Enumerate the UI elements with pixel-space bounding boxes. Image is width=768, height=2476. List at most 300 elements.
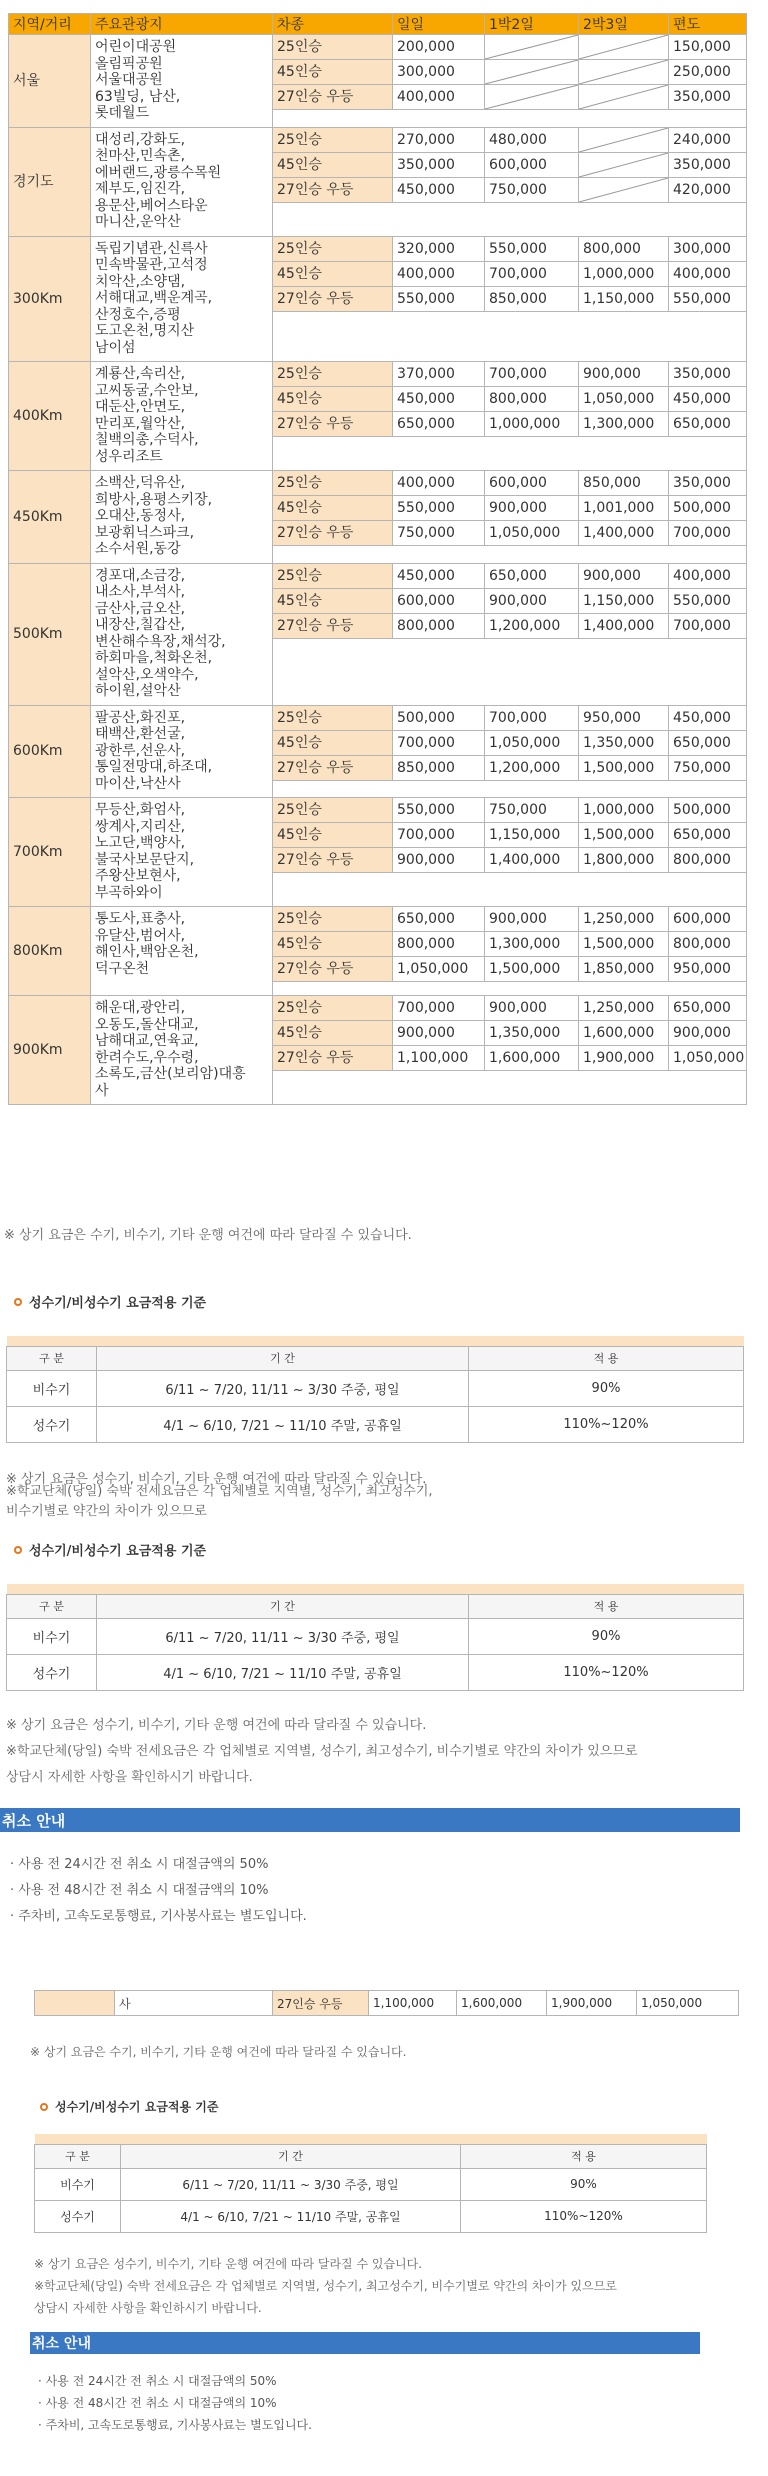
- season-topbar: [7, 1584, 744, 1594]
- school-note-2b: 상담시 자세한 사항을 확인하시기 바랍니다.: [6, 1770, 253, 1785]
- spot-line: 노고단,백양사,: [95, 835, 186, 851]
- vehicle-cell: 25인승: [273, 35, 393, 60]
- fare-cell-n2: 1,000,000: [485, 412, 579, 437]
- fare-cell-oneway: 500,000: [669, 798, 747, 823]
- fare-cell-oneway: 350,000: [669, 471, 747, 496]
- spot-line: 서해대교,백운계곡,: [95, 290, 213, 306]
- bullet-circle-icon: [14, 1546, 22, 1554]
- spot-line: 쌍계사,지리산,: [95, 818, 186, 835]
- fare-cell-daily: 300,000: [393, 60, 485, 85]
- spot-line: 산정호수,증평: [95, 306, 181, 323]
- fare-cell-n3: 900,000: [579, 563, 669, 588]
- fare-table: [8, 13, 747, 1105]
- fragment-n3: 1,900,000: [547, 1991, 637, 2016]
- vehicle-cell: 45인승: [273, 60, 393, 85]
- fare-cell-daily: 850,000: [393, 755, 485, 780]
- fare-cell-oneway: 420,000: [669, 177, 747, 202]
- vehicle-cell: 45인승: [273, 932, 393, 957]
- fare-cell-oneway: 400,000: [669, 261, 747, 286]
- spot-line: 서울대공원: [95, 72, 163, 88]
- spot-line: 하회마을,척화온천,: [95, 650, 213, 666]
- empty-cell: [485, 35, 579, 60]
- season-table-3: [34, 2134, 707, 2233]
- spot-line: 치악산,소양댐,: [95, 273, 186, 290]
- spot-line: 남이섬: [95, 339, 136, 356]
- season-title-2: 성수기/비성수기 요금적용 기준: [14, 1540, 206, 1559]
- spot-line: 대둔산,안면도,: [95, 399, 186, 415]
- spot-line: 롯데월드: [95, 105, 150, 121]
- fare-cell-daily: 450,000: [393, 563, 485, 588]
- fare-cell-n3: 800,000: [579, 236, 669, 261]
- spot-line: 태백산,환선굴,: [95, 726, 186, 742]
- vehicle-cell: 25인승: [273, 127, 393, 152]
- season-label: 성수기: [7, 1654, 97, 1690]
- fare-cell-daily: 400,000: [393, 85, 485, 110]
- fare-cell-daily: 270,000: [393, 127, 485, 152]
- vehicle-cell: 27인승 우등: [273, 613, 393, 638]
- vehicle-cell: 25인승: [273, 798, 393, 823]
- spacer-cell: [273, 202, 747, 236]
- vehicle-cell: 45인승: [273, 730, 393, 755]
- spot-line: 도고온천,명지산: [95, 323, 195, 339]
- spot-line: 광한루,선운사,: [95, 742, 186, 759]
- fare-cell-oneway: 500,000: [669, 496, 747, 521]
- fare-cell-oneway: 350,000: [669, 362, 747, 387]
- fare-cell-n2: 1,050,000: [485, 521, 579, 546]
- spot-line: 천마산,민속촌,: [95, 148, 186, 164]
- fare-cell-n2: 900,000: [485, 588, 579, 613]
- fare-cell-daily: 700,000: [393, 730, 485, 755]
- spot-line: 오동도,돌산대교,: [95, 1016, 199, 1033]
- season-rate: 110%~120%: [461, 2200, 707, 2232]
- spacer-cell: [273, 638, 747, 705]
- fare-row: [9, 907, 747, 932]
- fare-cell-n3: 1,500,000: [579, 755, 669, 780]
- diagonal-slash-icon: [579, 60, 668, 84]
- fare-cell-n2: 900,000: [485, 496, 579, 521]
- fare-cell-n3: 1,050,000: [579, 387, 669, 412]
- fare-cell-n3: 1,900,000: [579, 1046, 669, 1071]
- cancel-title-bar: 취소 안내: [0, 1808, 740, 1832]
- fare-cell-n3: 1,250,000: [579, 996, 669, 1021]
- spot-line: 소백산,덕유산,: [95, 475, 186, 491]
- fare-cell-n2: 1,150,000: [485, 823, 579, 848]
- fare-cell-oneway: 300,000: [669, 236, 747, 261]
- spacer-cell: [273, 780, 747, 798]
- spot-line: 보광휘닉스파크,: [95, 524, 195, 541]
- vehicle-cell: 45인승: [273, 387, 393, 412]
- spot-line: 독립기념관,신륵사: [95, 240, 208, 257]
- season-rate: 110%~120%: [469, 1654, 744, 1690]
- season-row: [7, 1406, 744, 1442]
- fare-cell-n2: 1,050,000: [485, 730, 579, 755]
- fare-cell-n2: 1,200,000: [485, 613, 579, 638]
- spacer-cell: [273, 110, 747, 128]
- fare-cell-daily: 200,000: [393, 35, 485, 60]
- fare-cell-oneway: 900,000: [669, 1021, 747, 1046]
- spot-line: 금산사,금오산,: [95, 600, 186, 617]
- diagonal-slash-icon: [485, 35, 578, 59]
- spot-line: 칠백의총,수덕사,: [95, 432, 199, 448]
- season-label: 비수기: [7, 1370, 97, 1406]
- fare-cell-n2: 1,300,000: [485, 932, 579, 957]
- season-header-cell: 적 용: [461, 2144, 707, 2168]
- fare-cell-n3: 1,300,000: [579, 412, 669, 437]
- season-rate: 90%: [461, 2168, 707, 2200]
- fare-cell-daily: 650,000: [393, 412, 485, 437]
- spot-line: 팔공산,화진포,: [95, 709, 186, 726]
- fare-row: [9, 362, 747, 387]
- spot-line: 경포대,소금강,: [95, 567, 186, 584]
- fare-cell-oneway: 240,000: [669, 127, 747, 152]
- fare-cell-daily: 750,000: [393, 521, 485, 546]
- spots-cell: [91, 236, 273, 362]
- spots-cell: [91, 798, 273, 907]
- vehicle-cell: 27인승 우등: [273, 286, 393, 311]
- school-note-2: ※학교단체(당일) 숙박 전세요금은 각 업체별로 지역별, 성수기, 최고성수기, 비수기별로 약간의 차이가 있으므로: [6, 1744, 638, 1759]
- fare-cell-daily: 900,000: [393, 848, 485, 873]
- fare-cell-oneway: 650,000: [669, 996, 747, 1021]
- fare-cell-oneway: 350,000: [669, 152, 747, 177]
- vehicle-cell: 25인승: [273, 907, 393, 932]
- season-header-cell: 기 간: [97, 1594, 469, 1618]
- spots-cell: [91, 127, 273, 236]
- region-cell: 900Km: [9, 996, 91, 1105]
- region-cell: 400Km: [9, 362, 91, 471]
- fare-note-3: ※ 상기 요금은 수기, 비수기, 기타 운행 여건에 따라 달라질 수 있습니다.: [30, 2045, 407, 2059]
- season-period: 6/11 ~ 7/20, 11/11 ~ 3/30 주중, 평일: [97, 1370, 469, 1406]
- cancel-title-bar-2: 취소 안내: [30, 2332, 700, 2354]
- fare-cell-daily: 800,000: [393, 932, 485, 957]
- fare-cell-oneway: 150,000: [669, 35, 747, 60]
- fare-row: [9, 236, 747, 261]
- header-spots: 주요관광지: [91, 14, 273, 35]
- fare-cell-n2: 1,600,000: [485, 1046, 579, 1071]
- fare-cell-n3: 1,850,000: [579, 957, 669, 982]
- fare-cell-oneway: 700,000: [669, 521, 747, 546]
- spot-line: 소수서원,동강: [95, 541, 181, 557]
- spot-line: 내장산,칠갑산,: [95, 617, 186, 633]
- season-period: 4/1 ~ 6/10, 7/21 ~ 11/10 주말, 공휴일: [97, 1654, 469, 1690]
- season-label: 성수기: [7, 1406, 97, 1442]
- cancel-item: · 주차비, 고속도로통행료, 기사봉사료는 별도입니다.: [38, 2418, 312, 2432]
- spot-line: 설악산,오색약수,: [95, 666, 199, 683]
- header-n3: 2박3일: [579, 14, 669, 35]
- empty-cell: [579, 60, 669, 85]
- fare-row: [9, 705, 747, 730]
- fare-cell-daily: 700,000: [393, 823, 485, 848]
- empty-cell: [485, 85, 579, 110]
- cancel-item: · 사용 전 24시간 전 취소 시 대절금액의 50%: [38, 2374, 277, 2388]
- fare-cell-daily: 600,000: [393, 588, 485, 613]
- fare-cell-daily: 1,100,000: [393, 1046, 485, 1071]
- fare-cell-daily: 370,000: [393, 362, 485, 387]
- spot-line: 통도사,표충사,: [95, 911, 186, 927]
- diagonal-slash-icon: [485, 60, 578, 84]
- fare-cell-n3: 1,400,000: [579, 613, 669, 638]
- season-row: [35, 2168, 707, 2200]
- fare-cell-n2: 600,000: [485, 152, 579, 177]
- fare-cell-oneway: 250,000: [669, 60, 747, 85]
- fare-cell-oneway: 450,000: [669, 387, 747, 412]
- fare-note: ※ 상기 요금은 수기, 비수기, 기타 운행 여건에 따라 달라질 수 있습니다.: [4, 1228, 412, 1243]
- vehicle-cell: 27인승 우등: [273, 1046, 393, 1071]
- season-header-cell: 기 간: [97, 1346, 469, 1370]
- fragment-daily: 1,100,000: [369, 1991, 457, 2016]
- fare-cell-daily: 400,000: [393, 471, 485, 496]
- season-header-cell: 기 간: [121, 2144, 461, 2168]
- season-title-1: 성수기/비성수기 요금적용 기준: [14, 1292, 206, 1311]
- spacer-cell: [273, 546, 747, 564]
- spot-line: 소록도,금산(보리암)대흥: [95, 1066, 246, 1082]
- empty-cell: [579, 127, 669, 152]
- fare-cell-n2: 750,000: [485, 798, 579, 823]
- spot-line: 제부도,임진각,: [95, 181, 186, 197]
- fare-cell-n3: 1,400,000: [579, 521, 669, 546]
- spot-line: 덕구온천: [95, 960, 150, 977]
- fare-cell-n2: 700,000: [485, 705, 579, 730]
- fare-cell-n3: 1,150,000: [579, 588, 669, 613]
- fare-cell-n2: 600,000: [485, 471, 579, 496]
- fare-cell-n2: 850,000: [485, 286, 579, 311]
- season-label: 비수기: [7, 1618, 97, 1654]
- spot-line: 사: [95, 1082, 109, 1099]
- fare-cell-n3: 1,600,000: [579, 1021, 669, 1046]
- spot-line: 용문산,베어스타운: [95, 197, 208, 214]
- season-period: 4/1 ~ 6/10, 7/21 ~ 11/10 주말, 공휴일: [97, 1406, 469, 1442]
- vehicle-cell: 45인승: [273, 261, 393, 286]
- spots-cell: [91, 705, 273, 798]
- fare-table-fragment: [34, 1990, 739, 2016]
- cancel-item: · 사용 전 24시간 전 취소 시 대절금액의 50%: [10, 1857, 269, 1872]
- fare-table-header: [9, 14, 747, 35]
- fare-cell-n2: 800,000: [485, 387, 579, 412]
- fare-cell-oneway: 650,000: [669, 823, 747, 848]
- bullet-circle-icon: [40, 2103, 48, 2111]
- region-cell: 600Km: [9, 705, 91, 798]
- spot-line: 해운대,광안리,: [95, 1000, 186, 1016]
- header-n2: 1박2일: [485, 14, 579, 35]
- vehicle-cell: 45인승: [273, 1021, 393, 1046]
- spots-cell: [91, 996, 273, 1105]
- spot-line: 유달산,범어사,: [95, 927, 186, 944]
- fare-cell-n2: 1,200,000: [485, 755, 579, 780]
- vehicle-cell: 27인승 우등: [273, 85, 393, 110]
- diagonal-slash-icon: [579, 128, 668, 152]
- vehicle-cell: 27인승 우등: [273, 957, 393, 982]
- vehicle-cell: 25인승: [273, 563, 393, 588]
- season-period: 6/11 ~ 7/20, 11/11 ~ 3/30 주중, 평일: [121, 2168, 461, 2200]
- vehicle-cell: 25인승: [273, 362, 393, 387]
- fare-cell-oneway: 800,000: [669, 848, 747, 873]
- fare-cell-daily: 400,000: [393, 261, 485, 286]
- diagonal-slash-icon: [579, 178, 668, 202]
- region-cell: 500Km: [9, 563, 91, 705]
- region-cell: 700Km: [9, 798, 91, 907]
- season-header-cell: 적 용: [469, 1594, 744, 1618]
- fare-cell-n3: 1,150,000: [579, 286, 669, 311]
- fare-cell-n2: 480,000: [485, 127, 579, 152]
- vehicle-cell: 27인승 우등: [273, 848, 393, 873]
- fare-cell-daily: 550,000: [393, 286, 485, 311]
- fragment-region: [35, 1991, 115, 2016]
- region-cell: 경기도: [9, 127, 91, 236]
- season-rate: 110%~120%: [469, 1406, 744, 1442]
- season-header-cell: 구 분: [7, 1346, 97, 1370]
- season-topbar-cell: [7, 1584, 744, 1594]
- vehicle-cell: 27인승 우등: [273, 755, 393, 780]
- fare-cell-n2: 900,000: [485, 907, 579, 932]
- school-note-3: ※학교단체(당일) 숙박 전세요금은 각 업체별로 지역별, 성수기, 최고성수기, 비수기별로 약간의 차이가 있으므로: [34, 2279, 617, 2293]
- season-topbar: [35, 2134, 707, 2144]
- region-cell: 서울: [9, 35, 91, 128]
- spot-line: 어린이대공원: [95, 39, 177, 55]
- fare-cell-n3: 1,250,000: [579, 907, 669, 932]
- fare-cell-oneway: 750,000: [669, 755, 747, 780]
- spacer-cell: [273, 1071, 747, 1105]
- season-topbar-cell: [35, 2134, 707, 2144]
- spot-line: 남해대교,연육교,: [95, 1033, 199, 1049]
- spot-line: 고씨동굴,수안보,: [95, 382, 199, 399]
- fare-row: [9, 127, 747, 152]
- fare-cell-daily: 450,000: [393, 387, 485, 412]
- fare-cell-n3: 1,001,000: [579, 496, 669, 521]
- vehicle-cell: 25인승: [273, 236, 393, 261]
- school-note-3b: 상담시 자세한 사항을 확인하시기 바랍니다.: [34, 2301, 262, 2315]
- vehicle-cell: 25인승: [273, 471, 393, 496]
- fare-cell-n3: 950,000: [579, 705, 669, 730]
- spot-line: 대성리,강화도,: [95, 131, 186, 148]
- season-period: 4/1 ~ 6/10, 7/21 ~ 11/10 주말, 공휴일: [121, 2200, 461, 2232]
- empty-cell: [579, 177, 669, 202]
- fare-cell-n2: 1,500,000: [485, 957, 579, 982]
- fare-cell-n2: 1,400,000: [485, 848, 579, 873]
- cancel-list-2: [38, 2370, 312, 2436]
- season-topbar: [7, 1336, 744, 1346]
- empty-cell: [579, 35, 669, 60]
- spot-line: 오대산,동정사,: [95, 508, 186, 524]
- season-row: [35, 2200, 707, 2232]
- fare-cell-daily: 550,000: [393, 798, 485, 823]
- fare-cell-n3: 1,500,000: [579, 932, 669, 957]
- season-period: 6/11 ~ 7/20, 11/11 ~ 3/30 주중, 평일: [97, 1618, 469, 1654]
- fare-cell-n3: 850,000: [579, 471, 669, 496]
- fare-cell-oneway: 550,000: [669, 286, 747, 311]
- season-label: 성수기: [35, 2200, 121, 2232]
- header-oneway: 편도: [669, 14, 747, 35]
- vehicle-cell: 45인승: [273, 588, 393, 613]
- spot-line: 한려수도,우수령,: [95, 1049, 199, 1066]
- spots-cell: [91, 907, 273, 996]
- spot-line: 하이원,설악산: [95, 683, 181, 699]
- fare-cell-n2: 700,000: [485, 362, 579, 387]
- empty-cell: [579, 85, 669, 110]
- spot-line: 불국사보문단지,: [95, 851, 195, 868]
- spot-line: 희방사,용평스키장,: [95, 491, 213, 508]
- fare-cell-oneway: 650,000: [669, 730, 747, 755]
- clipped-text-fragment: ※학교단체(당일) 숙박 전세요금은 각 업체별로 지역별, 성수기, 최고성수기, 비수기별로 약간의 차이가 있으므로: [6, 1484, 433, 1519]
- fare-row: [9, 471, 747, 496]
- season-header: [7, 1346, 744, 1370]
- header-region: 지역/거리: [9, 14, 91, 35]
- fare-cell-oneway: 350,000: [669, 85, 747, 110]
- fare-cell-n3: 1,350,000: [579, 730, 669, 755]
- bullet-circle-icon: [14, 1298, 22, 1306]
- fare-cell-daily: 650,000: [393, 907, 485, 932]
- season-label: 비수기: [35, 2168, 121, 2200]
- spot-line: 통일전망대,하조대,: [95, 759, 213, 775]
- season-header-cell: 구 분: [7, 1594, 97, 1618]
- vehicle-cell: 45인승: [273, 152, 393, 177]
- spacer-cell: [273, 982, 747, 996]
- empty-cell: [485, 60, 579, 85]
- fare-cell-oneway: 650,000: [669, 412, 747, 437]
- cancel-list-1: [10, 1852, 307, 1930]
- spot-line: 내소사,부석사,: [95, 584, 186, 600]
- fare-cell-daily: 450,000: [393, 177, 485, 202]
- spacer-cell: [273, 311, 747, 362]
- spot-line: 변산해수욕장,채석강,: [95, 633, 226, 650]
- fare-cell-oneway: 550,000: [669, 588, 747, 613]
- fare-cell-oneway: 600,000: [669, 907, 747, 932]
- fare-cell-daily: 320,000: [393, 236, 485, 261]
- spots-cell: [91, 362, 273, 471]
- diagonal-slash-icon: [579, 153, 668, 177]
- spot-line: 올림픽공원: [95, 55, 163, 72]
- season-note-2: ※ 상기 요금은 성수기, 비수기, 기타 운행 여건에 따라 달라질 수 있습니다.: [6, 1718, 427, 1733]
- fare-cell-oneway: 800,000: [669, 932, 747, 957]
- vehicle-cell: 27인승 우등: [273, 521, 393, 546]
- fare-cell-daily: 500,000: [393, 705, 485, 730]
- spots-cell: [91, 563, 273, 705]
- fare-cell-daily: 350,000: [393, 152, 485, 177]
- cancel-item: · 주차비, 고속도로통행료, 기사봉사료는 별도입니다.: [10, 1909, 307, 1924]
- fare-cell-n2: 750,000: [485, 177, 579, 202]
- spot-line: 63빌딩, 남산,: [95, 88, 181, 105]
- fare-cell-n3: 1,000,000: [579, 261, 669, 286]
- season-header: [7, 1594, 744, 1618]
- spot-line: 주왕산보현사,: [95, 868, 181, 884]
- spot-line: 해인사,백암온천,: [95, 944, 199, 960]
- region-cell: 800Km: [9, 907, 91, 996]
- fragment-vehicle: 27인승 우등: [273, 1991, 369, 2016]
- spot-line: 부곡하와이: [95, 884, 163, 901]
- spot-line: 무등산,화엄사,: [95, 802, 186, 818]
- season-topbar-cell: [7, 1336, 744, 1346]
- vehicle-cell: 27인승 우등: [273, 177, 393, 202]
- header-daily: 일일: [393, 14, 485, 35]
- fare-cell-daily: 1,050,000: [393, 957, 485, 982]
- fare-cell-daily: 700,000: [393, 996, 485, 1021]
- vehicle-cell: 27인승 우등: [273, 412, 393, 437]
- season-note-1: ※ 상기 요금은 성수기, 비수기, 기타 운행 여건에 따라 달라질 수 있습니다.: [6, 1472, 427, 1487]
- fare-cell-n2: 700,000: [485, 261, 579, 286]
- spot-line: 에버랜드,광릉수목원: [95, 164, 222, 181]
- spacer-cell: [273, 437, 747, 471]
- season-header: [35, 2144, 707, 2168]
- season-row: [7, 1618, 744, 1654]
- fare-cell-daily: 800,000: [393, 613, 485, 638]
- fare-row: [9, 996, 747, 1021]
- spot-line: 마니산,운악산: [95, 214, 181, 230]
- spots-cell: [91, 471, 273, 564]
- fare-cell-n3: 1,800,000: [579, 848, 669, 873]
- fare-cell-n2: 1,350,000: [485, 1021, 579, 1046]
- fare-cell-n2: 550,000: [485, 236, 579, 261]
- spots-cell: [91, 35, 273, 128]
- season-row: [7, 1370, 744, 1406]
- fare-row: [9, 35, 747, 60]
